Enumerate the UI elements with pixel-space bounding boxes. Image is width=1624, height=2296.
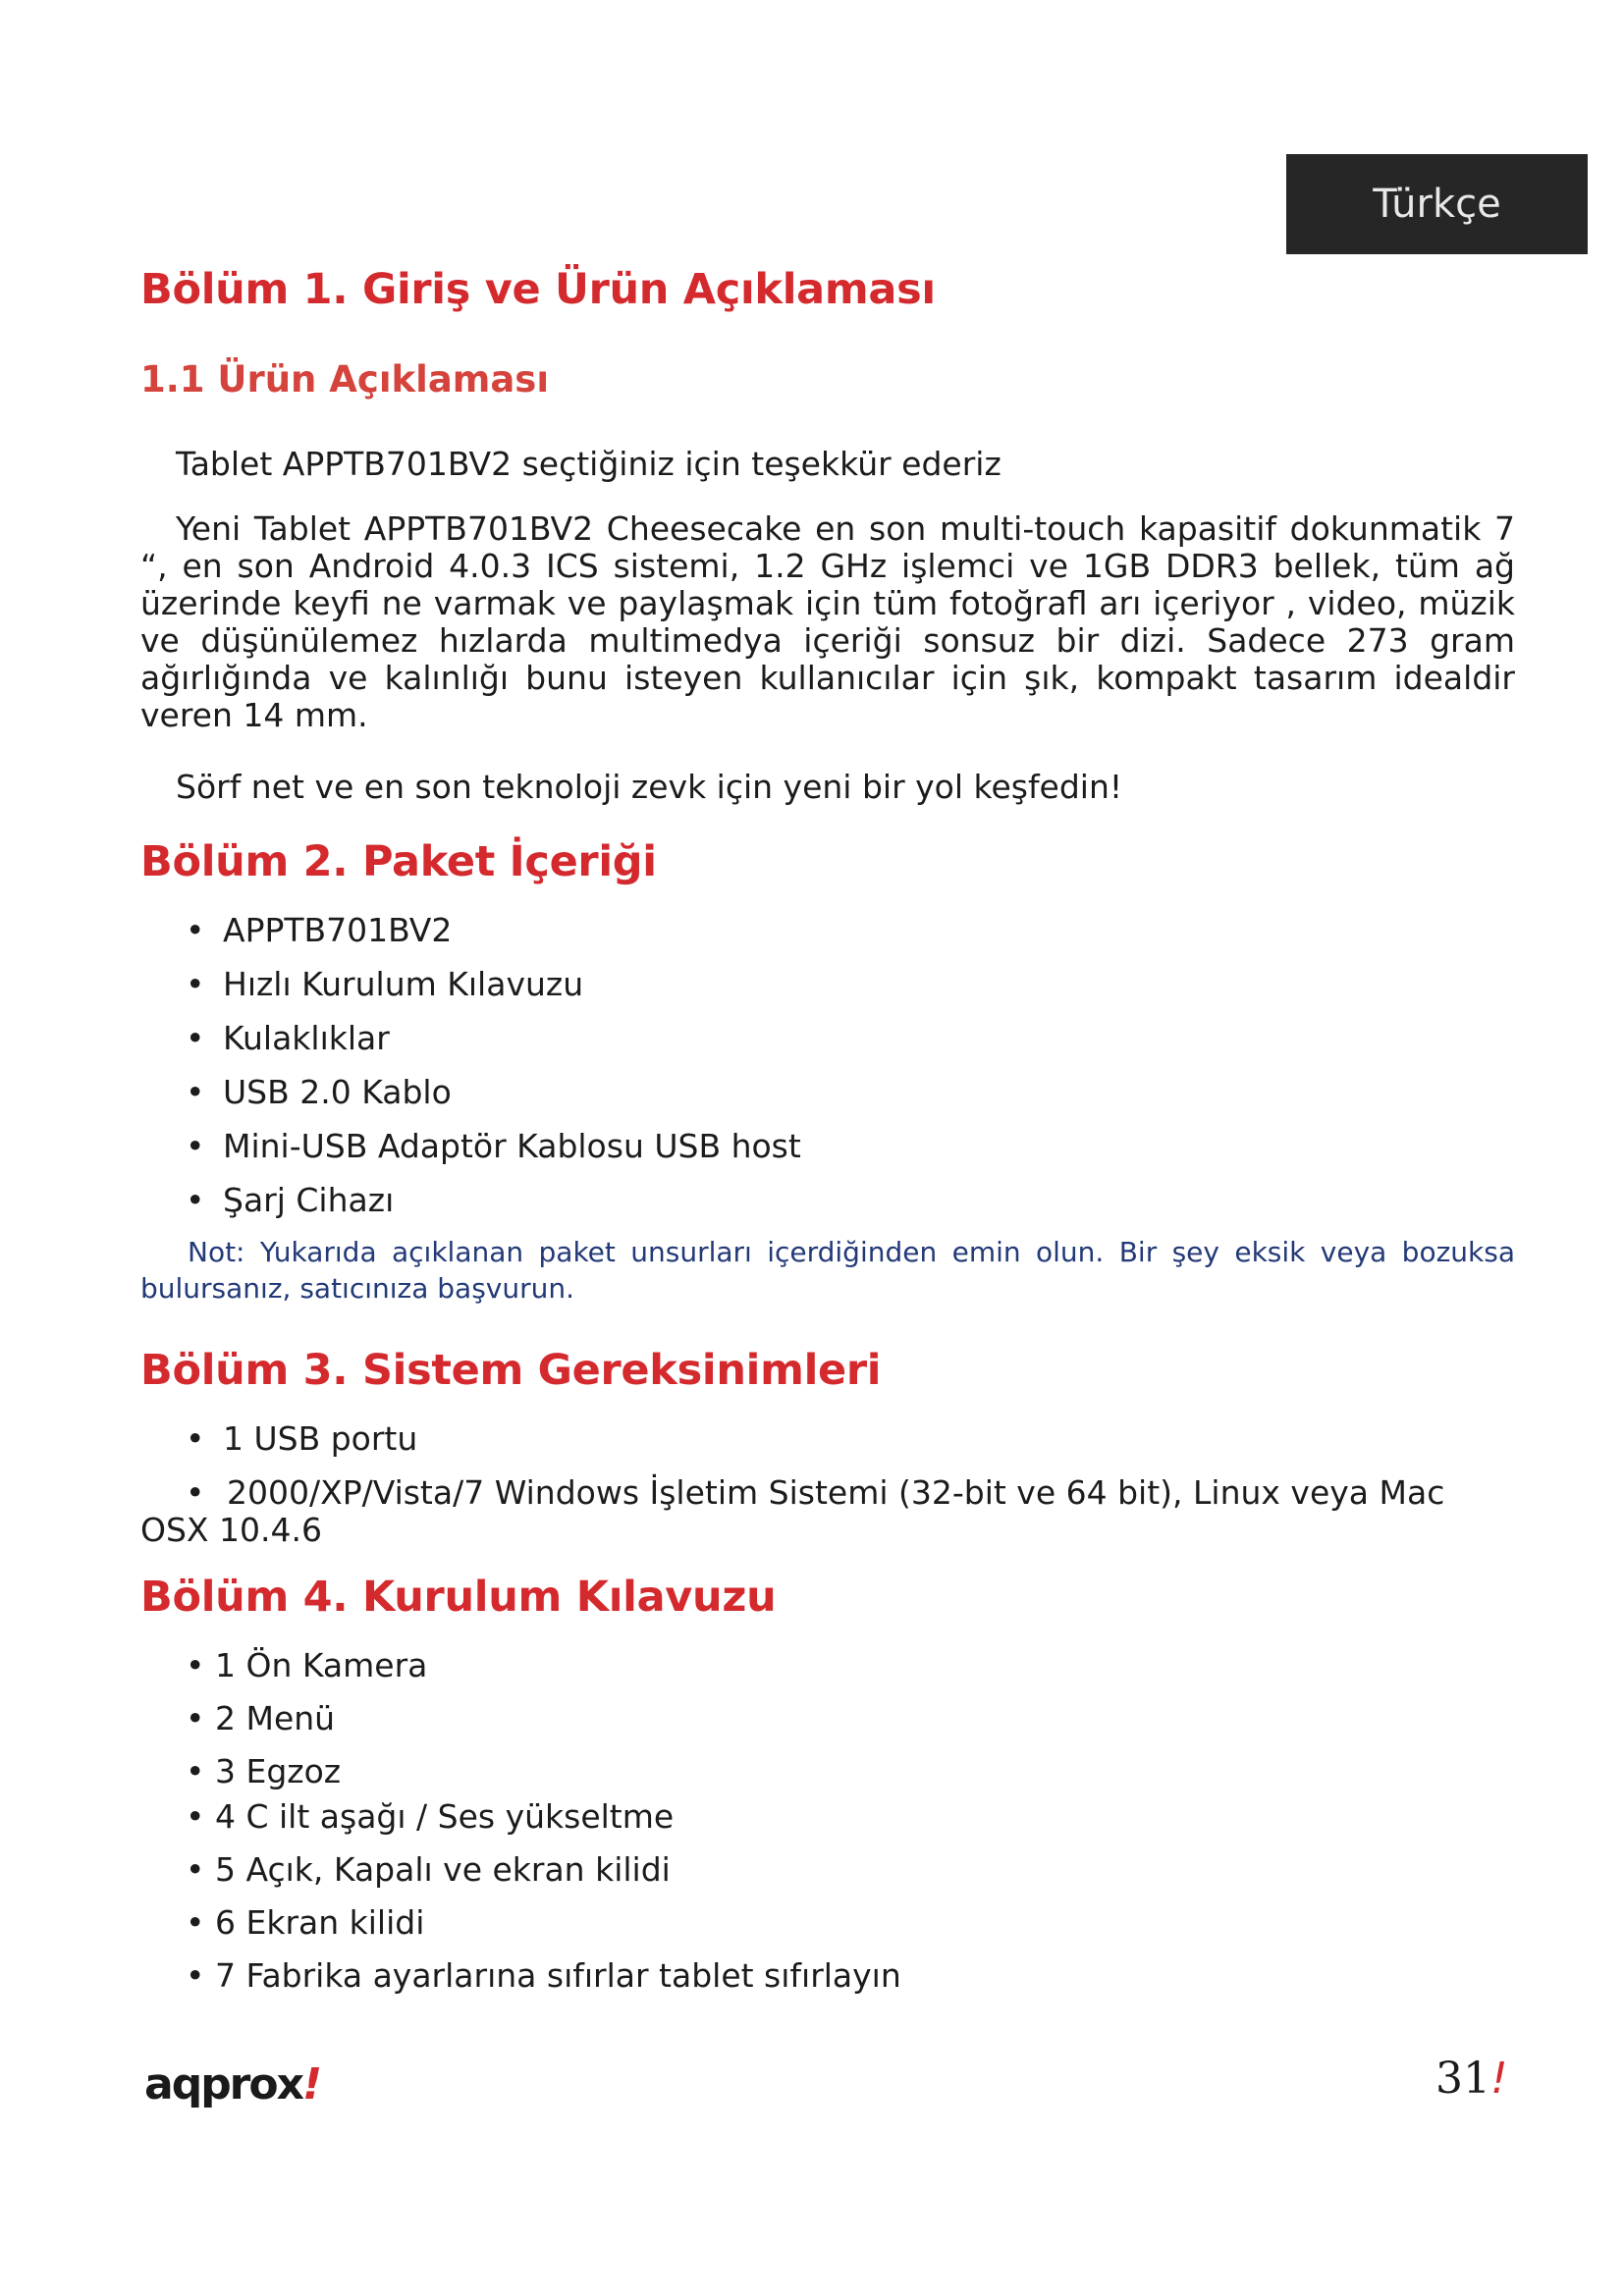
product-description: Yeni Tablet APPTB701BV2 Cheesecake en son multi-touch kapasitif dokunmatik 7 “, en son Android 4.0.3 ICS sistemi, 1.2 GHz işlemci ve 1GB DDR3 bellek, tüm ağ üzerinde keyfi ne varmak ve paylaşmak için tüm fotoğrafl arı içeriyor , video, müzik ve düşünülemez hızlarda multimedya içeriği sonsuz bir dizi. Sadece 273 gram ağırlığında ve kalınlığı bunu isteyen kullanıcılar için şık, kompakt tasarım idealdir veren 14 mm. [140,509,1515,734]
list-item: • 5 Açık, Kapalı ve ekran kilidi [186,1850,671,1889]
page-content [140,265,1515,2010]
list-item: • 4 C ilt aşağı / Ses yükseltme [186,1797,675,1836]
bullet-icon: • [186,1181,205,1219]
list-item: • 3 Egzoz [186,1752,342,1790]
bullet-icon: • [186,1752,205,1790]
brand-logo: aqprox! [144,2059,321,2109]
intro-thanks: Tablet APPTB701BV2 seçtiğiniz için teşekkür ederiz [176,445,1001,483]
bullet-icon: • [186,1073,205,1111]
setup-guide-list [140,1647,1515,1995]
list-item: • 1 Ön Kamera [186,1646,428,1684]
surf-tagline: Sörf net ve en son teknoloji zevk için yeni bir yol keşfedin! [176,768,1123,806]
page-number: 31! [1435,2054,1508,2104]
list-item: • Mini-USB Adaptör Kablosu USB host [186,1127,801,1165]
list-item: • 2 Menü [186,1699,336,1737]
bullet-icon: • [186,1473,205,1512]
package-contents-list [140,912,1515,1219]
bullet-icon: • [186,1903,205,1942]
list-item: • APPTB701BV2 [186,911,453,949]
bullet-icon: • [186,1646,205,1684]
list-item: • Hızlı Kurulum Kılavuzu [186,965,584,1003]
list-item: • 1 USB portu [186,1419,418,1458]
list-item: • 2000/XP/Vista/7 Windows İşletim Sistemi (32-bit ve 64 bit), Linux veya Mac OSX 10.4.6 [140,1473,1445,1549]
list-item: • Şarj Cihazı [186,1181,395,1219]
section-4-title: Bölüm 4. Kurulum Kılavuzu [140,1573,777,1622]
bullet-icon: • [186,1797,205,1836]
language-tab: Türkçe [1286,154,1588,254]
package-note: Not: Yukarıda açıklanan paket unsurları içerdiğinden emin olun. Bir şey eksik veya bozuksa bulursanız, satıcınıza başvurun. [140,1236,1515,1305]
bullet-icon: • [186,1127,205,1165]
list-item: • Kulaklıklar [186,1019,390,1057]
list-item: • USB 2.0 Kablo [186,1073,452,1111]
section-1-title: Bölüm 1. Giriş ve Ürün Açıklaması [140,265,936,314]
bullet-icon: • [186,965,205,1003]
section-2-title: Bölüm 2. Paket İçeriği [140,837,657,886]
bullet-icon: • [186,1419,205,1458]
list-item: • 7 Fabrika ayarlarına sıfırlar tablet sıfırlayın [186,1956,901,1995]
section-1-subtitle: 1.1 Ürün Açıklaması [140,358,550,400]
bullet-icon: • [186,911,205,949]
bullet-icon: • [186,1956,205,1995]
bullet-icon: • [186,1699,205,1737]
bullet-icon: • [186,1850,205,1889]
list-item: • 6 Ekran kilidi [186,1903,425,1942]
section-3-title: Bölüm 3. Sistem Gereksinimleri [140,1346,882,1395]
system-requirements-list [140,1420,1515,1549]
bullet-icon: • [186,1019,205,1057]
